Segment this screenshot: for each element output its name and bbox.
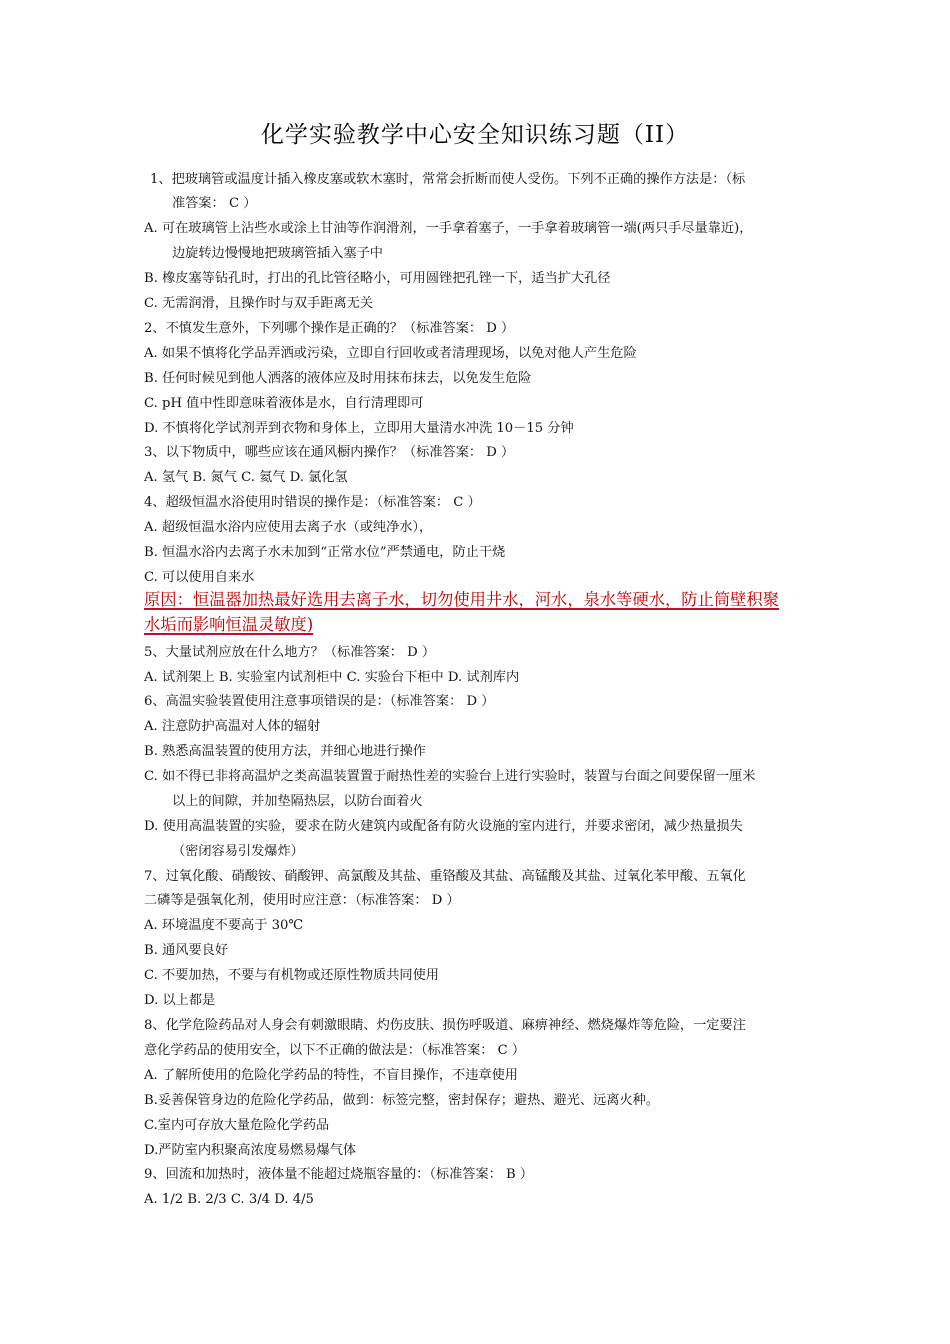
text-line-q4: 4、超级恒温水浴使用时错误的操作是：（标准答案： C ）	[144, 495, 481, 510]
text-line-q8-C: C.室内可存放大量危险化学药品	[144, 1118, 330, 1133]
text-line-q4-C: C. 可以使用自来水	[144, 570, 255, 585]
text-line-q7-A: A. 环境温度不要高于 30℃	[144, 918, 304, 933]
text-line-q3: 3、以下物质中，哪些应该在通风橱内操作？（标准答案： D ）	[144, 445, 515, 460]
text-line-q7b: 二磷等是强氧化剂，使用时应注意：（标准答案： D ）	[144, 893, 460, 908]
text-line-q6-D2: （密闭容易引发爆炸）	[172, 844, 304, 859]
text-line-q4-B: B. 恒温水浴内去离子水未加到“正常水位”严禁通电，防止干烧	[144, 545, 506, 560]
text-line-note1: 原因：恒温器加热最好选用去离子水，切勿使用井水，河水，泉水等硬水，防止筒壁积聚	[144, 590, 779, 609]
text-line-q8b: 意化学药品的使用安全，以下不正确的做法是：（标准答案： C ）	[144, 1043, 526, 1058]
text-line-q6-C2: 以上的间隙，并加垫隔热层，以防台面着火	[172, 794, 423, 809]
text-line-q2-D: D. 不慎将化学试剂弄到衣物和身体上，立即用大量清水冲洗 10－15 分钟	[144, 421, 574, 436]
text-line-q8-B: B.妥善保管身边的危险化学药品，做到：标签完整，密封保存；避热、避光、远离火种。	[144, 1093, 660, 1108]
text-line-q6-D1: D. 使用高温装置的实验，要求在防火建筑内或配备有防火设施的室内进行，并要求密闭，减少热量损失	[144, 819, 743, 834]
text-line-q6: 6、高温实验装置使用注意事项错误的是：（标准答案： D ）	[144, 694, 495, 709]
text-line-q9: 9、回流和加热时，液体量不能超过烧瓶容量的：（标准答案： B ）	[144, 1167, 534, 1182]
text-line-q1-A2: 边旋转边慢慢地把玻璃管插入塞子中	[172, 246, 383, 261]
text-line-q6-B: B. 熟悉高温装置的使用方法，并细心地进行操作	[144, 744, 426, 759]
text-line-q5: 5、大量试剂应放在什么地方？（标准答案： D ）	[144, 645, 436, 660]
text-line-q1b: 准答案： C ）	[172, 196, 257, 211]
text-line-q5-opts: A. 试剂架上 B. 实验室内试剂柜中 C. 实验台下柜中 D. 试剂库内	[144, 670, 520, 685]
text-line-q6-A: A. 注意防护高温对人体的辐射	[144, 719, 321, 734]
text-line-q4-A: A. 超级恒温水浴内应使用去离子水（或纯净水），	[144, 520, 433, 535]
text-line-q2-C: C. pH 值中性即意味着液体是水，自行清理即可	[144, 396, 424, 411]
text-line-q2-A: A. 如果不慎将化学品弄洒或污染，立即自行回收或者清理现场，以免对他人产生危险	[144, 346, 637, 361]
text-line-q8-A: A. 了解所使用的危险化学药品的特性，不盲目操作，不违章使用	[144, 1068, 518, 1083]
text-line-q8a: 8、化学危险药品对人身会有刺激眼睛、灼伤皮肤、损伤呼吸道、麻痹神经、燃烧爆炸等危险，一定要注	[144, 1018, 746, 1033]
page-title: 化学实验教学中心安全知识练习题（II）	[260, 122, 690, 148]
text-line-q2-B: B. 任何时候见到他人洒落的液体应及时用抹布抹去，以免发生危险	[144, 371, 532, 386]
text-line-q6-C1: C. 如不得已非将高温炉之类高温装置置于耐热性差的实验台上进行实验时，装置与台面之间要保留一厘米	[144, 769, 756, 784]
text-line-q8-D: D.严防室内积聚高浓度易燃易爆气体	[144, 1143, 357, 1158]
text-line-q1-C: C. 无需润滑，且操作时与双手距离无关	[144, 296, 374, 311]
text-line-note2: 水垢而影响恒温灵敏度)	[144, 615, 314, 634]
text-line-q1a: 1、把玻璃管或温度计插入橡皮塞或软木塞时，常常会折断而使人受伤。下列不正确的操作方法是：（标	[150, 172, 746, 187]
text-line-q9-opts: A. 1/2 B. 2/3 C. 3/4 D. 4/5	[144, 1192, 314, 1207]
text-line-q7-B: B. 通风要良好	[144, 943, 229, 958]
text-line-q7-D: D. 以上都是	[144, 993, 216, 1008]
text-line-q1-B: B. 橡皮塞等钻孔时，打出的孔比管径略小，可用圆锉把孔锉一下，适当扩大孔径	[144, 271, 611, 286]
text-line-q7a: 7、过氧化酸、硝酸铵、硝酸钾、高氯酸及其盐、重铬酸及其盐、高锰酸及其盐、过氧化苯甲酸、五氧化	[144, 869, 746, 884]
text-line-q1-A1: A. 可在玻璃管上沾些水或涂上甘油等作润滑剂，一手拿着塞子，一手拿着玻璃管一端(两只手尽量靠近)，	[144, 221, 753, 236]
text-line-q7-C: C. 不要加热，不要与有机物或还原性物质共同使用	[144, 968, 439, 983]
text-line-q2: 2、不慎发生意外，下列哪个操作是正确的？（标准答案： D ）	[144, 321, 515, 336]
text-line-q3-opts: A. 氢气 B. 氮气 C. 氦气 D. 氯化氢	[144, 470, 348, 485]
